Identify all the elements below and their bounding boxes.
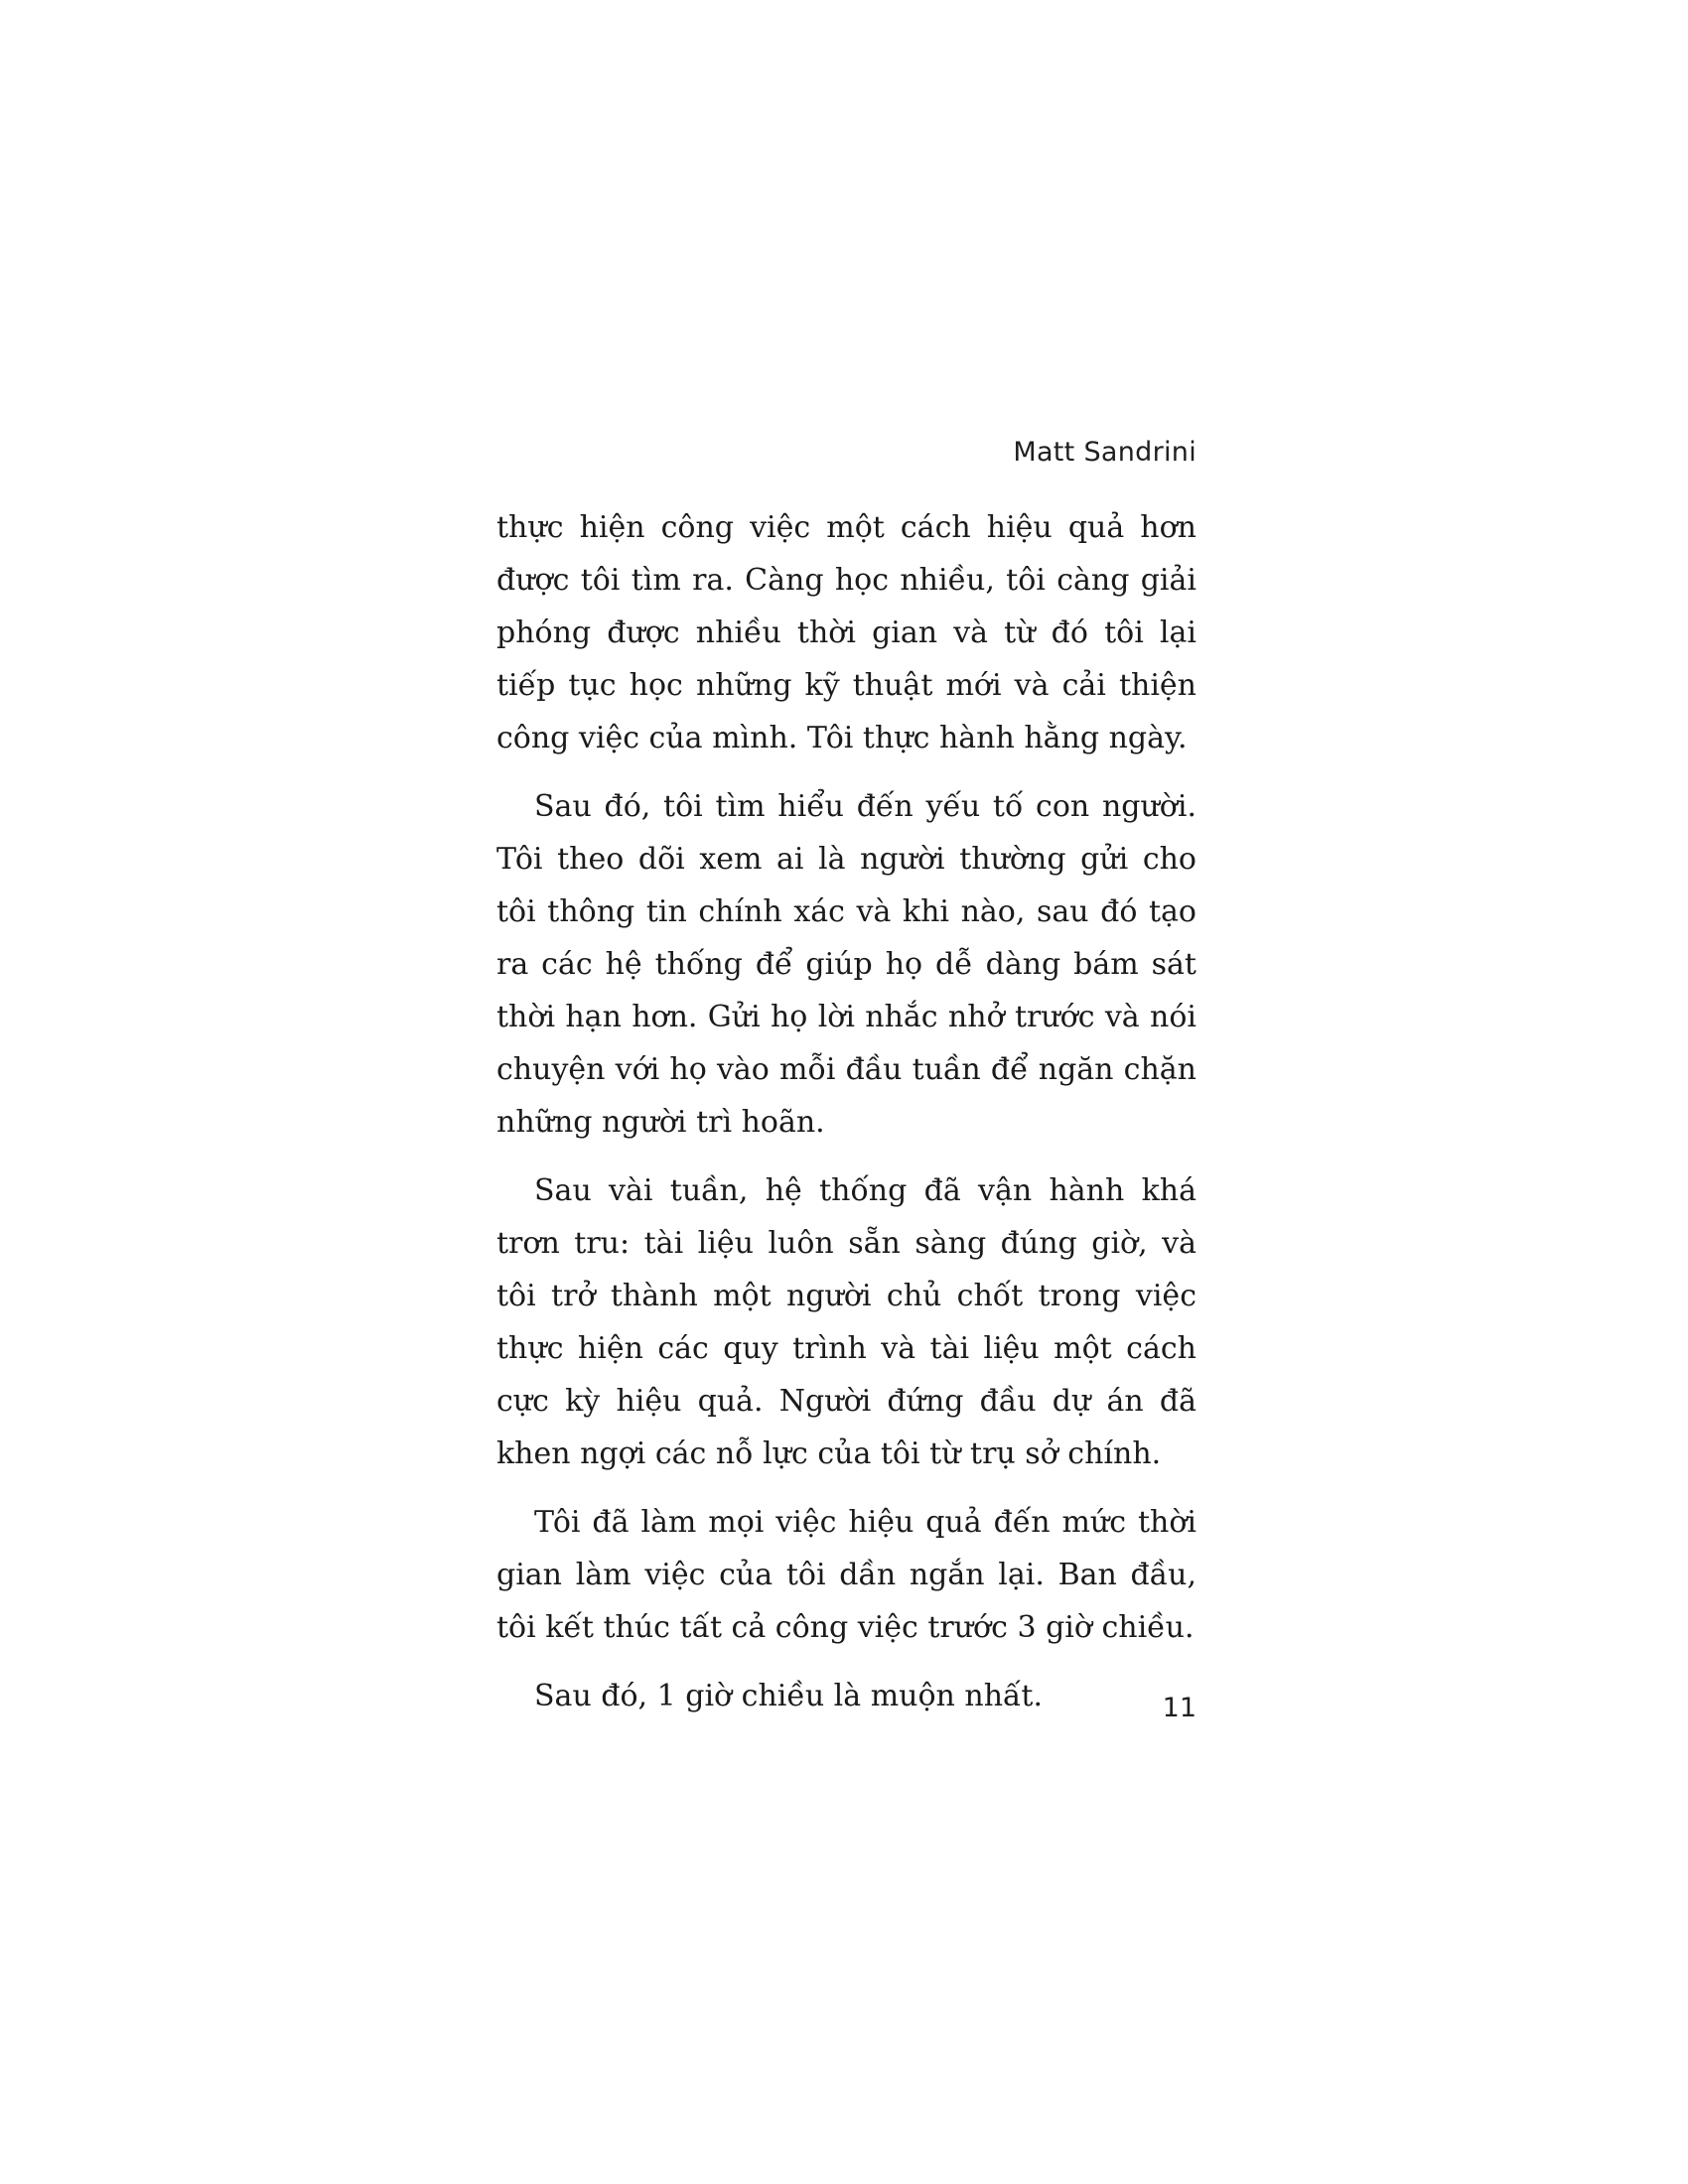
paragraph-1: thực hiện công việc một cách hiệu quả hơn được tôi tìm ra. Càng học nhiều, tôi càng giải phóng được nhiều thời gian và từ đó tôi lại tiếp tục học những kỹ thuật mới và cải thiện công việc của mình. Tôi thực hành hằng ngày. [496, 510, 1196, 755]
paragraph-4: Tôi đã làm mọi việc hiệu quả đến mức thời gian làm việc của tôi dần ngắn lại. Ban đầu, tôi kết thúc tất cả công việc trước 3 giờ chiều. [496, 1505, 1196, 1645]
paragraph-2: Sau đó, tôi tìm hiểu đến yếu tố con người. Tôi theo dõi xem ai là người thường gửi cho tôi thông tin chính xác và khi nào, sau đó tạo ra các hệ thống để giúp họ dễ dàng bám sát thời hạn hơn. Gửi họ lời nhắc nhở trước và nói chuyện với họ vào mỗi đầu tuần để ngăn chặn những người trì hoãn. [496, 789, 1196, 1140]
page-number: 11 [1162, 1693, 1196, 1723]
paragraph-5: Sau đó, 1 giờ chiều là muộn nhất. [534, 1679, 1044, 1713]
paragraph-3: Sau vài tuần, hệ thống đã vận hành khá trơn tru: tài liệu luôn sẵn sàng đúng giờ, và tôi trở thành một người chủ chốt trong việc thực hiện các quy trình và tài liệu một cách cực kỳ hiệu quả. Người đứng đầu dự án đã khen ngợi các nỗ lực của tôi từ trụ sở chính. [496, 1173, 1196, 1471]
running-header-author: Matt Sandrini [1013, 437, 1196, 468]
body-text [496, 501, 1196, 1738]
